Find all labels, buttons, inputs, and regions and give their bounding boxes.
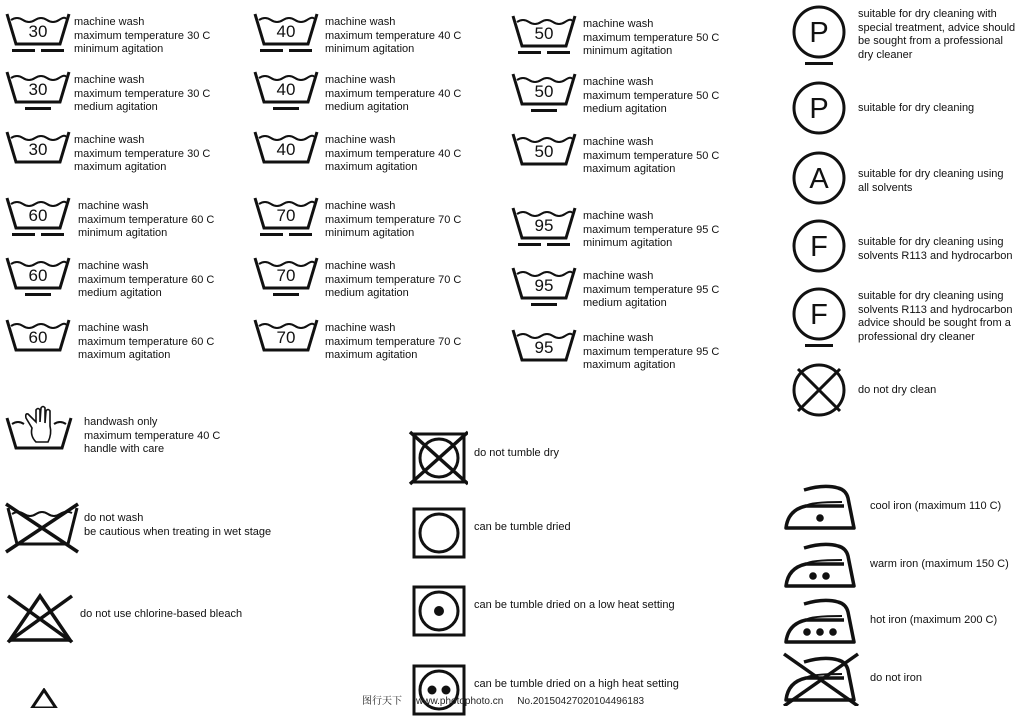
- temperature-label: 95: [534, 216, 554, 235]
- wash-tub-icon: [510, 324, 580, 372]
- wash-tub-icon: [4, 8, 74, 56]
- label-line: suitable for dry cleaning using: [858, 236, 1004, 248]
- wash-tub-icon: [4, 126, 74, 174]
- temperature-label: 50: [534, 82, 554, 101]
- tumble-circle-icon: [408, 505, 468, 561]
- wash-tub-icon: [4, 314, 74, 362]
- label-line: minimum agitation: [325, 43, 415, 56]
- wash-tub-icon: [4, 252, 74, 300]
- tumble-two-dots-icon: [408, 662, 468, 718]
- temperature-label: 70: [276, 206, 296, 225]
- label-line: can be tumble dried: [474, 521, 571, 533]
- temperature-label: 60: [28, 206, 48, 225]
- wash-tub-icon: [4, 66, 74, 114]
- label-line: suitable for dry cleaning using: [858, 290, 1004, 302]
- label-line: maximum agitation: [74, 161, 167, 174]
- label-line: maximum temperature 95 C: [583, 345, 720, 358]
- label-line: maximum temperature 95 C: [583, 223, 720, 236]
- label-line: machine wash: [325, 74, 396, 86]
- wash-description: [78, 200, 214, 241]
- label-line: machine wash: [78, 322, 149, 334]
- label-line: minimum agitation: [325, 227, 415, 240]
- handwash-description: [84, 416, 220, 457]
- dry-clean-description: [858, 384, 936, 398]
- wash-description: [325, 200, 461, 241]
- label-line: solvents R113 and hydrocarbon: [858, 303, 1013, 316]
- label-line: suitable for dry cleaning with: [858, 8, 997, 20]
- label-line: medium agitation: [583, 297, 667, 310]
- watermark-number: No.20150427020104496183: [517, 696, 645, 707]
- wash-description: [583, 332, 719, 373]
- wash-description: [78, 322, 214, 363]
- wash-tub-icon: [510, 10, 580, 58]
- do-not-dry-clean-icon: [790, 362, 850, 428]
- label-line: dry cleaner: [858, 48, 913, 61]
- label-line: maximum temperature 60 C: [78, 335, 215, 348]
- label-line: minimum agitation: [583, 45, 673, 58]
- temperature-label: 30: [28, 140, 48, 159]
- iron-icon: [780, 480, 864, 534]
- label-line: maximum temperature 70 C: [325, 335, 462, 348]
- crossed-tumble-icon: [408, 430, 468, 486]
- wash-description: [325, 16, 461, 57]
- dry-clean-description: [858, 102, 974, 116]
- wash-tub-icon: [510, 202, 580, 250]
- label-line: machine wash: [74, 134, 145, 146]
- wash-tub-icon: [252, 8, 322, 56]
- label-line: maximum temperature 30 C: [74, 87, 211, 100]
- label-line: machine wash: [325, 322, 396, 334]
- iron-description: [870, 558, 1009, 572]
- label-line: maximum temperature 50 C: [583, 31, 720, 44]
- label-line: handwash only: [84, 416, 158, 428]
- label-line: machine wash: [325, 260, 396, 272]
- triangle-icon: [24, 688, 64, 708]
- crossed-tub-icon: [4, 500, 82, 556]
- label-line: solvents R113 and hydrocarbon: [858, 249, 1013, 262]
- label-line: maximum temperature 40 C: [325, 87, 462, 100]
- label-line: machine wash: [583, 18, 654, 30]
- label-line: machine wash: [325, 16, 396, 28]
- wash-tub-icon: [252, 126, 322, 174]
- temperature-label: 50: [534, 24, 554, 43]
- hand-in-tub-icon: [4, 404, 74, 454]
- wash-tub-icon: [510, 262, 580, 310]
- label-line: maximum temperature 60 C: [78, 213, 215, 226]
- label-line: suitable for dry cleaning using: [858, 168, 1004, 180]
- label-line: advice should be sought from a: [858, 317, 1011, 330]
- label-line: machine wash: [78, 260, 149, 272]
- wash-description: [74, 16, 210, 57]
- label-line: machine wash: [74, 16, 145, 28]
- label-line: minimum agitation: [78, 227, 168, 240]
- label-line: do not iron: [870, 672, 922, 684]
- dry-clean-circle-icon: [790, 150, 850, 216]
- wash-description: [325, 134, 461, 175]
- label-line: maximum temperature 40 C: [84, 429, 221, 442]
- wash-description: [583, 210, 719, 251]
- dry-clean-description: [858, 290, 1013, 344]
- temperature-label: 95: [534, 276, 554, 295]
- temperature-label: 95: [534, 338, 554, 357]
- label-line: suitable for dry cleaning: [858, 102, 975, 114]
- label-line: cool iron (maximum 110 C): [870, 500, 1002, 512]
- dry-clean-description: [858, 236, 1013, 263]
- iron-description: [870, 500, 1001, 514]
- label-line: machine wash: [325, 200, 396, 212]
- label-line: medium agitation: [325, 101, 409, 114]
- tumble-description: [474, 447, 559, 461]
- label-line: do not dry clean: [858, 384, 937, 396]
- label-line: maximum temperature 50 C: [583, 149, 720, 162]
- label-line: maximum temperature 50 C: [583, 89, 720, 102]
- label-line: minimum agitation: [583, 237, 673, 250]
- dry-clean-circle-icon: [790, 80, 850, 146]
- label-line: do not use chlorine-based bleach: [80, 608, 243, 620]
- wash-description: [78, 260, 214, 301]
- wash-tub-icon: [510, 68, 580, 116]
- label-line: medium agitation: [325, 287, 409, 300]
- label-line: maximum agitation: [583, 359, 676, 372]
- wash-tub-icon: [252, 192, 322, 240]
- wash-tub-icon: [252, 252, 322, 300]
- crossed-triangle-icon: [4, 590, 76, 646]
- label-line: handle with care: [84, 443, 165, 456]
- label-line: machine wash: [74, 74, 145, 86]
- label-line: maximum temperature 30 C: [74, 29, 211, 42]
- label-line: maximum temperature 70 C: [325, 273, 462, 286]
- watermark-url: www.photophoto.cn: [416, 696, 504, 707]
- label-line: maximum agitation: [325, 349, 418, 362]
- label-line: maximum temperature 40 C: [325, 29, 462, 42]
- label-line: maximum temperature 40 C: [325, 147, 462, 160]
- label-line: maximum temperature 60 C: [78, 273, 215, 286]
- wash-tub-icon: [252, 66, 322, 114]
- label-line: machine wash: [78, 200, 149, 212]
- label-line: do not wash: [84, 512, 144, 524]
- iron-icon: [780, 594, 864, 648]
- wash-description: [74, 134, 210, 175]
- wash-description: [583, 18, 719, 59]
- do-not-iron-icon: [780, 652, 864, 706]
- wash-tub-icon: [510, 128, 580, 176]
- label-line: professional dry cleaner: [858, 330, 975, 343]
- label-line: maximum temperature 95 C: [583, 283, 720, 296]
- label-line: machine wash: [583, 332, 654, 344]
- temperature-label: 40: [276, 22, 296, 41]
- label-line: maximum agitation: [78, 349, 171, 362]
- label-line: medium agitation: [78, 287, 162, 300]
- temperature-label: 60: [28, 328, 48, 347]
- temperature-label: 30: [28, 22, 48, 41]
- watermark: [362, 692, 658, 707]
- temperature-label: 60: [28, 266, 48, 285]
- label-line: machine wash: [583, 270, 654, 282]
- iron-description: [870, 614, 997, 628]
- tumble-description: [474, 678, 679, 692]
- dry-clean-description: [858, 168, 1004, 195]
- dry-clean-circle-icon: [790, 286, 850, 352]
- dry-clean-letter: A: [809, 163, 829, 195]
- label-line: machine wash: [583, 210, 654, 222]
- do-not-wash-description: [84, 512, 271, 539]
- label-line: maximum temperature 30 C: [74, 147, 211, 160]
- tumble-description: [474, 521, 571, 535]
- dry-clean-letter: P: [809, 17, 829, 49]
- wash-description: [325, 260, 461, 301]
- wash-description: [583, 270, 719, 311]
- watermark-site-name: 图行天下: [362, 696, 402, 707]
- label-line: hot iron (maximum 200 C): [870, 614, 998, 626]
- label-line: maximum temperature 70 C: [325, 213, 462, 226]
- temperature-label: 30: [28, 80, 48, 99]
- temperature-label: 70: [276, 328, 296, 347]
- dry-clean-letter: F: [810, 231, 828, 263]
- tumble-description: [474, 599, 675, 613]
- label-line: can be tumble dried on a high heat setting: [474, 678, 679, 690]
- wash-tub-icon: [4, 192, 74, 240]
- dry-clean-letter: P: [809, 93, 829, 125]
- label-line: machine wash: [583, 136, 654, 148]
- label-line: machine wash: [583, 76, 654, 88]
- label-line: do not tumble dry: [474, 447, 559, 459]
- label-line: machine wash: [325, 134, 396, 146]
- label-line: all solvents: [858, 181, 913, 194]
- label-line: minimum agitation: [74, 43, 164, 56]
- dry-clean-circle-icon: [790, 4, 850, 70]
- temperature-label: 50: [534, 142, 554, 161]
- label-line: medium agitation: [583, 103, 667, 116]
- dry-clean-letter: F: [810, 299, 828, 331]
- label-line: maximum agitation: [583, 163, 676, 176]
- wash-tub-icon: [252, 314, 322, 362]
- no-bleach-description: [80, 608, 242, 622]
- wash-description: [583, 136, 719, 177]
- iron-description: [870, 672, 922, 686]
- temperature-label: 40: [276, 80, 296, 99]
- dry-clean-description: [858, 8, 1015, 62]
- wash-description: [325, 322, 461, 363]
- label-line: special treatment, advice should: [858, 21, 1016, 34]
- dry-clean-circle-icon: [790, 218, 850, 284]
- label-line: can be tumble dried on a low heat setting: [474, 599, 675, 611]
- label-line: warm iron (maximum 150 C): [870, 558, 1009, 570]
- label-line: be sought from a professional: [858, 35, 1003, 48]
- temperature-label: 40: [276, 140, 296, 159]
- wash-description: [74, 74, 210, 115]
- wash-description: [583, 76, 719, 117]
- label-line: maximum agitation: [325, 161, 418, 174]
- wash-description: [325, 74, 461, 115]
- label-line: medium agitation: [74, 101, 158, 114]
- tumble-one-dot-icon: [408, 583, 468, 639]
- temperature-label: 70: [276, 266, 296, 285]
- iron-icon: [780, 538, 864, 592]
- label-line: be cautious when treating in wet stage: [84, 525, 272, 538]
